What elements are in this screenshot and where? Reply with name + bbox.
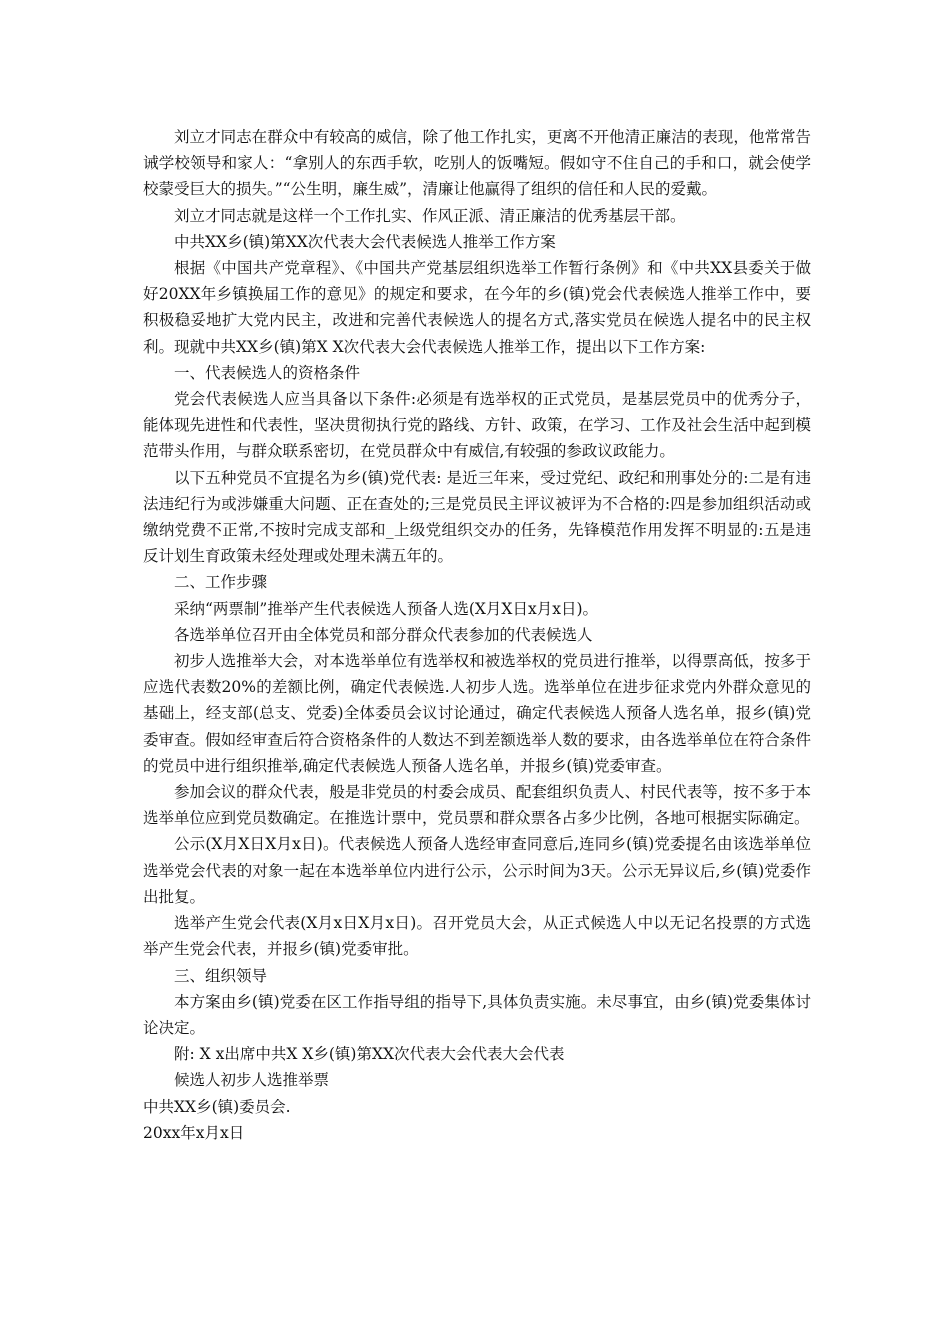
paragraph-attachment: 附: X x出席中共X X乡(镇)第XX次代表大会代表大会代表: [174, 1045, 565, 1064]
paragraph-basis: 根据《中国共产党章程》、《中国共产党基层组织选举工作暂行条例》和《中共XX县委关于做好20XX年乡镇换届工作的意见》的规定和要求，在今年的乡(镇)党会代表候选人推举工作中，要积极稳妥地扩大党内民主，改进和完善代表候选人的提名方式,落实党员在候选人提名中的民主权利。现就中共XX乡(镇)第X X次代表大会代表候选人推举工作，提出以下工作方案:: [143, 259, 811, 356]
paragraph-summary: 刘立才同志就是这样一个工作扎实、作风正派、清正廉洁的优秀基层干部。: [174, 206, 686, 225]
signature-committee: 中共XX乡(镇)委员会.: [143, 1097, 291, 1116]
paragraph-integrity-story: 刘立才同志在群众中有较高的威信，除了他工作扎实，更离不开他清正廉洁的表现，他常常告诫学校领导和家人：“拿别人的东西手软，吃别人的饭嘴短。假如守不住自己的手和口，就会使学校蒙受巨大的损失。”“公生明，廉生威”，清廉让他赢得了组织的信任和人民的爱戴。: [143, 128, 811, 199]
paragraph-meeting: 各选举单位召开由全体党员和部分群众代表参加的代表候选人: [174, 625, 593, 644]
signature-date: 20xx年x月x日: [143, 1123, 245, 1142]
paragraph-ballot-title: 候选人初步人选推举票: [174, 1071, 330, 1090]
section-heading-qualifications: 一、代表候选人的资格条件: [174, 363, 361, 382]
paragraph-leadership: 本方案由乡(镇)党委在区工作指导组的指导下,具体负责实施。未尽事宜，由乡(镇)党委集体讨论决定。: [143, 992, 811, 1037]
section-heading-steps: 二、工作步骤: [174, 573, 268, 592]
plan-title: 中共XX乡(镇)第XX次代表大会代表候选人推举工作方案: [174, 232, 556, 251]
paragraph-exclusions: 以下五种党员不宜提名为乡(镇)党代表: 是近三年来，受过党纪、政纪和刑事处分的:二是有违法违纪行为或涉嫌重大问题、正在查处的;三是党员民主评议被评为不合格的:四是参加组织活动或缴纳党费不正常,不按时完成支部和_上级党组织交办的任务，先锋模范作用发挥不明显的:五是违反计划生育政策未经处理或处理未满五年的。: [143, 468, 811, 566]
section-heading-leadership: 三、组织领导: [174, 966, 268, 985]
paragraph-preliminary-selection: 初步人选推举大会，对本选举单位有选举权和被选举权的党员进行推举，以得票高低，按多于应选代表数20%的差额比例，确定代表候选.人初步人选。选举单位在进步征求党内外群众意见的基础上，经支部(总支、党委)全体委员会议讨论通过，确定代表候选人预备人选名单，报乡(镇)党委审查。假如经审查后符合资格条件的人数达不到差额选举人数的要求，由各选举单位在符合条件的党员中进行组织推举,确定代表候选人预备人选名单，并报乡(镇)党委审查。: [143, 652, 811, 775]
paragraph-election: 选举产生党会代表(X月x日X月x日)。召开党员大会，从正式候选人中以无记名投票的方式选举产生党会代表，并报乡(镇)党委审批。: [143, 914, 811, 959]
paragraph-qualifications: 党会代表候选人应当具备以下条件:必须是有选举权的正式党员，是基层党员中的优秀分子，能体现先进性和代表性，坚决贯彻执行党的路线、方针、政策，在学习、工作及社会生活中起到模范带头作用，与群众联系密切，在党员群众中有威信,有较强的参政议政能力。: [143, 390, 811, 461]
paragraph-two-ballot: 采纳“两票制”推举产生代表候选人预备人选(X月X日x月x日)。: [174, 599, 598, 618]
document-body: [143, 124, 811, 1146]
paragraph-mass-representatives: 参加会议的群众代表，般是非党员的村委会成员、配套组织负责人、村民代表等，按不多于本选举单位应到党员数确定。在推选计票中，党员票和群众票各占多少比例，各地可根据实际确定。: [143, 783, 811, 828]
paragraph-publicity: 公示(X月X日X月x日)。代表候选人预备人选经审查同意后,连同乡(镇)党委提名由该选举单位选举党会代表的对象一起在本选举单位内进行公示，公示时间为3天。公示无异议后,乡(镇)党委作出批复。: [143, 835, 811, 906]
